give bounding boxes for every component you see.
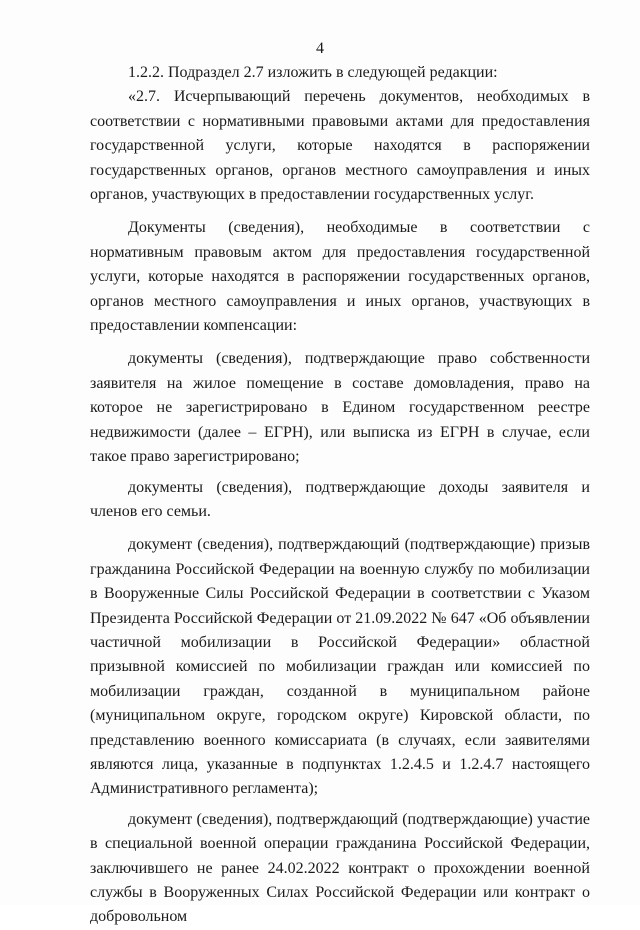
paragraph-amendment-intro: 1.2.2. Подраздел 2.7 изложить в следующей редакции:: [128, 64, 498, 81]
page-number: 4: [316, 40, 324, 57]
document-body: [90, 61, 590, 930]
paragraph-mobilization-document: документ (сведения), подтверждающий (подтверждающие) призыв гражданина Российской Федерации на военную службу по мобилизации в Вооруженные Силы Российской Федерации в соответствии с Указом Президента Российской Федерации от 21.09.2022 № 647 «Об объявлении частичной мобилизации в Российской Федерации» областной призывной комиссией по мобилизации граждан или комиссией по мобилизации граждан, созданной в муниципальном районе (муниципальном округе, городском округе) Кировской области, по представлению военного комиссариата (в случаях, если заявителями являются лица, указанные в подпунктах 1.2.4.5 и 1.2.4.7 настоящего Административного регламента);: [90, 536, 590, 798]
paragraph-section-2-7-title: «2.7. Исчерпывающий перечень документов, необходимых в соответствии с нормативными правовыми актами для предоставления государственной услуги, которые находятся в распоряжении государственных органов, органов местного самоуправления и иных органов, участвующих в предоставлении государственных услуг.: [90, 88, 590, 204]
paragraph-ownership-documents: документы (сведения), подтверждающие право собственности заявителя на жилое помещение в составе домовладения, право на которое не зарегистрировано в Едином государственном реестре недвижимости (далее – ЕГРН), или выписка из ЕГРН в случае, если такое право зарегистрировано;: [90, 350, 590, 466]
paragraph-documents-intro: Документы (сведения), необходимые в соответствии с нормативным правовым актом для предоставления государственной услуги, которые находятся в распоряжении государственных органов, органов местного самоуправления и иных органов, участвующих в предоставлении компенсации:: [90, 219, 590, 335]
paragraph-special-operation-document: документ (сведения), подтверждающий (подтверждающие) участие в специальной военной операции гражданина Российской Федерации, заключившего не ранее 24.02.2022 контракт о прохождении военной службы в Вооруженных Силах Российской Федерации или контракт о добровольном: [90, 810, 590, 926]
paragraph-income-documents: документы (сведения), подтверждающие доходы заявителя и членов его семьи.: [90, 478, 590, 520]
